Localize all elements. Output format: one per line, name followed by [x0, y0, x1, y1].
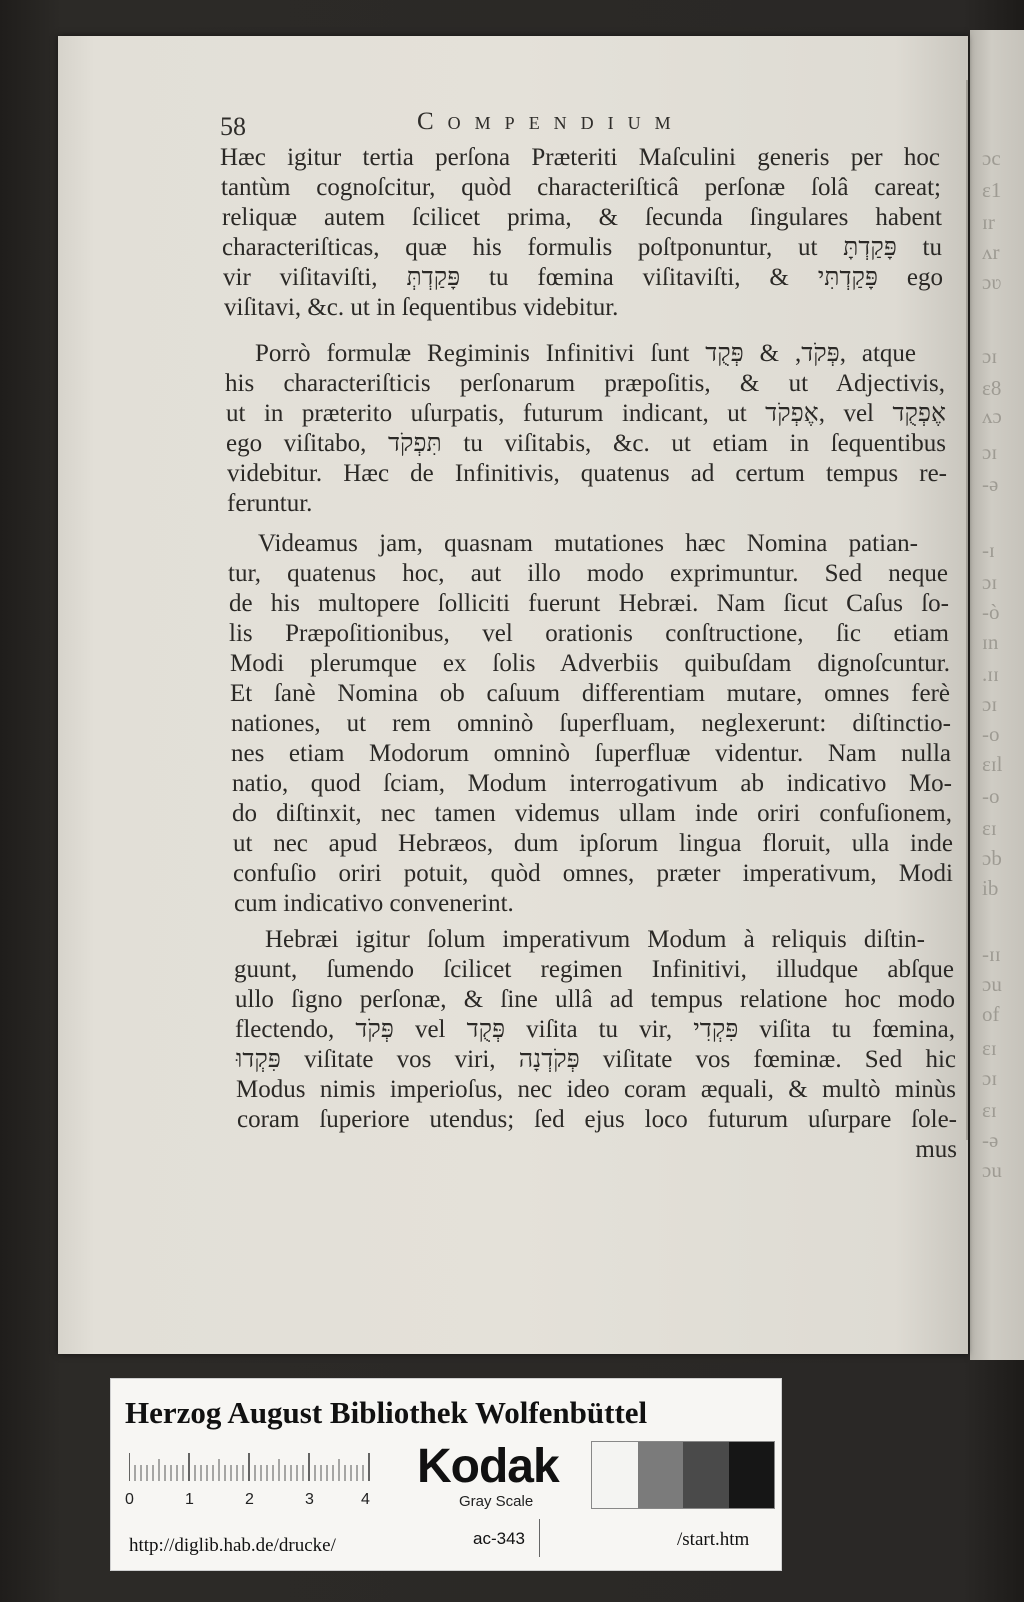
catchword: mus	[915, 1136, 957, 1163]
gray-swatch	[729, 1442, 775, 1508]
text-line: natio, quod ſciam, Modum interrogativum ab indicativo Mo-	[232, 770, 952, 797]
ruler-label: 1	[185, 1491, 194, 1508]
page-number: 58	[220, 112, 246, 141]
kodak-logo: Kodak	[417, 1440, 559, 1493]
page-gutter-line	[966, 80, 968, 1140]
text-line: ego viſitabo, תִּפְקֹד tu viſitabis, &c. ut etiam in ſequentibus	[226, 430, 946, 457]
text-line: guunt, ſumendo ſcilicet regimen Infinitivi, illudque abſque	[234, 956, 954, 983]
gray-scale-label: Gray Scale	[459, 1493, 534, 1510]
digital-library-url: http://diglib.hab.de/drucke/	[129, 1535, 336, 1556]
text-line: de his multopere ſolliciti fuerunt Hebræi. Nam ſicut Caſus ſo-	[229, 590, 949, 617]
text-line: nes etiam Modorum omninò ſuperfluæ videntur. Nam nulla	[231, 740, 951, 767]
text-line: reliquæ autem ſcilicet prima, & ſecunda ſingulares habent	[222, 204, 942, 231]
text-line: Hebræi igitur ſolum imperativum Modum à reliquis diſtin-	[265, 926, 925, 953]
text-line: viſitavi, &c. ut in ſequentibus videbitur.	[224, 294, 619, 321]
ruler-scale	[129, 1451, 387, 1483]
ruler-label: 2	[245, 1491, 254, 1508]
ruler-label: 0	[125, 1491, 134, 1508]
text-line: feruntur.	[227, 490, 313, 517]
text-line: do diſtinxit, nec tamen videmus ullam inde oriri confuſionem,	[232, 800, 952, 827]
text-line: ullo ſigno perſonæ, & ſine ullâ ad tempus relatione hoc modo	[235, 986, 955, 1013]
start-page-path: /start.htm	[677, 1529, 750, 1550]
gray-swatch	[683, 1442, 729, 1508]
text-line: Hæc igitur tertia perſona Præteriti Maſculini generis per hoc	[220, 144, 940, 171]
text-line: Modi plerumque ex ſolis Adverbiis quibuſdam dignoſcuntur.	[230, 650, 950, 677]
gray-scale-swatches	[591, 1441, 775, 1509]
ruler-label: 4	[361, 1491, 370, 1508]
text-line: nationes, ut rem omninò ſuperfluam, neglexerunt: diſtinctio-	[231, 710, 951, 737]
text-line: Et ſanè Nomina ob caſuum differentiam mutare, omnes ferè	[230, 680, 950, 707]
text-line: Porrò formulæ Regiminis Infinitivi ſunt פְּקֹד, & פְּקֻד, atque	[255, 340, 916, 367]
text-line: Modus nimis imperioſus, nec ideo coram æquali, & multò minùs	[236, 1076, 956, 1103]
color-calibration-bar	[110, 1378, 782, 1571]
ruler-label: 3	[305, 1491, 314, 1508]
page-header	[0, 108, 1024, 148]
text-line: Videamus jam, quasnam mutationes hæc Nomina patian-	[258, 530, 918, 557]
shelfmark-id: ac-343	[473, 1529, 525, 1548]
text-line: tantùm cognoſcitur, quòd characteriſticâ perſonæ ſolâ careat;	[221, 174, 941, 201]
text-line: coram ſuperiore utendus; ſed ejus loco futurum uſurpare ſole-	[237, 1106, 957, 1133]
text-line: lis Præpoſitionibus, vel orationis conſtructione, ſic etiam	[229, 620, 949, 647]
text-line: his characteriſticis perſonarum præpoſitis, & ut Adjectivis,	[225, 370, 945, 397]
text-line: tur, quatenus hoc, aut illo modo exprimuntur. Sed neque	[228, 560, 948, 587]
bar-divider	[539, 1519, 540, 1557]
text-line: confuſio oriri potuit, quòd omnes, præter imperativum, Modi	[233, 860, 953, 887]
text-line: פִּקְדוּ viſitate vos viri, פְּקֹדְנָה viſitate vos fœminæ. Sed hic	[236, 1046, 956, 1073]
gray-swatch	[592, 1442, 638, 1508]
gray-swatch	[638, 1442, 684, 1508]
running-title: Compendium	[417, 108, 685, 135]
text-line: ut in præterito uſurpatis, futurum indicant, ut אֶפְקֹד, vel אֶפְקֻד	[226, 400, 946, 427]
text-line: videbitur. Hæc de Infinitivis, quatenus ad certum tempus re-	[227, 460, 947, 487]
text-line: flectendo, פְּקֹד vel פְּקֻד viſita tu vir, פִּקְדִי viſita tu fœmina,	[235, 1016, 955, 1043]
text-line: vir viſitaviſti, פָּקַדְתְּ tu fœmina viſitaviſti, & פָּקַדְתִּי ego	[223, 264, 943, 291]
library-name: Herzog August Bibliothek Wolfenbüttel	[125, 1395, 648, 1430]
text-line: cum indicativo convenerint.	[234, 890, 514, 917]
text-line: ut nec apud Hebræos, dum ipſorum lingua floruit, ulla inde	[233, 830, 953, 857]
text-line: characteriſticas, quæ his formulis poſtponuntur, ut פָּקַדְתָּ tu	[222, 234, 942, 261]
